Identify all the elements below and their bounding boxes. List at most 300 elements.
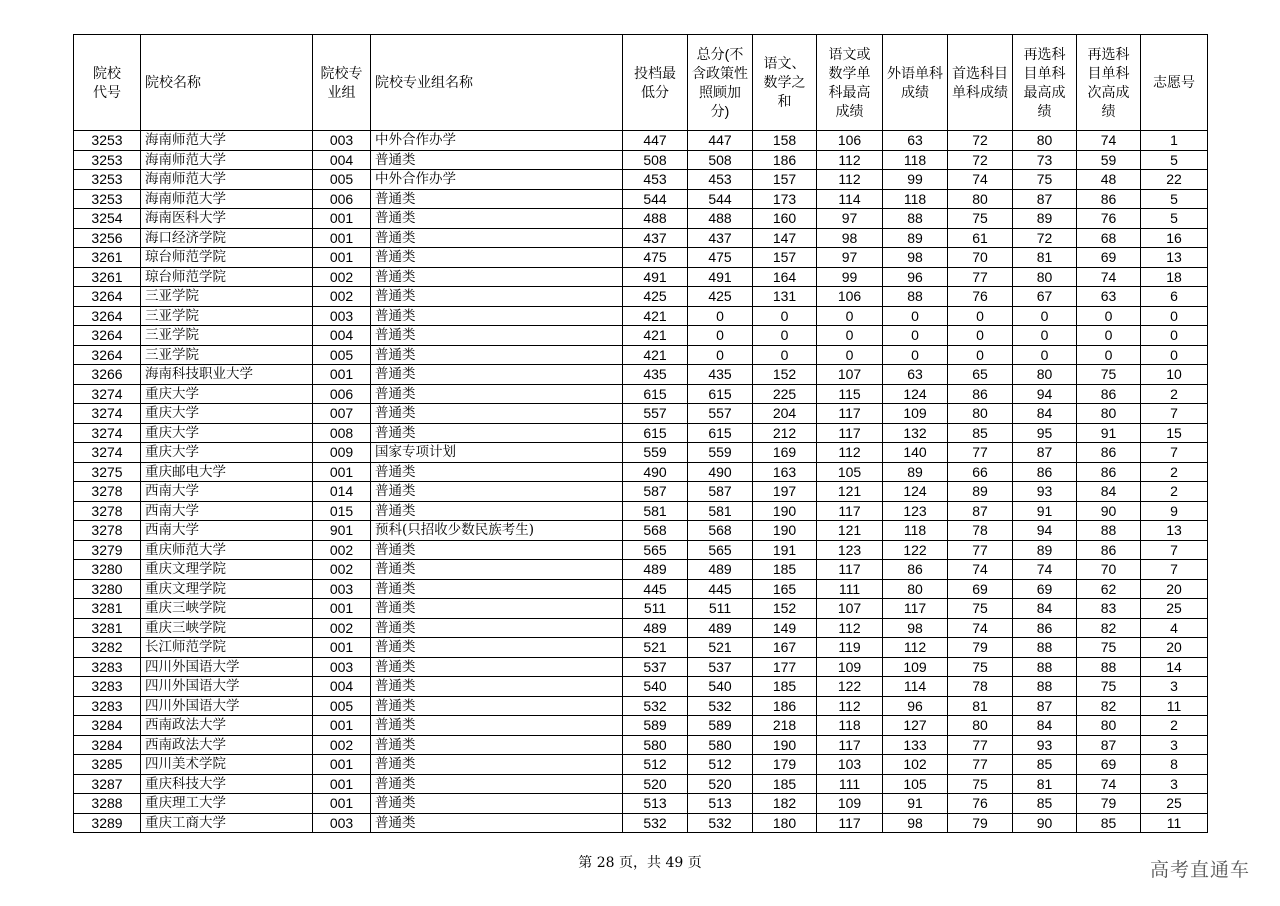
table-row [74,774,1208,794]
cell-chinese-math-sum: 186 [753,150,817,170]
table-row [74,287,1208,307]
cell-total-score: 565 [688,540,753,560]
cell-first-subject: 70 [948,248,1013,268]
cell-school-name: 西南大学 [141,501,313,521]
cell-reselect-max: 81 [1013,774,1077,794]
cell-group-code: 004 [313,677,371,697]
cell-total-score: 475 [688,248,753,268]
cell-foreign-language: 102 [883,755,948,775]
cell-chinese-math-sum: 191 [753,540,817,560]
cell-total-score: 615 [688,384,753,404]
cell-group-name: 普通类 [371,657,623,677]
cell-first-subject: 0 [948,345,1013,365]
table-row [74,345,1208,365]
cell-single-subject-max: 105 [817,462,883,482]
cell-reselect-max: 95 [1013,423,1077,443]
cell-chinese-math-sum: 218 [753,716,817,736]
cell-school-name: 琼台师范学院 [141,267,313,287]
cell-school-name: 西南政法大学 [141,716,313,736]
cell-foreign-language: 89 [883,228,948,248]
cell-total-score: 540 [688,677,753,697]
cell-foreign-language: 109 [883,657,948,677]
cell-choice-number: 2 [1141,716,1208,736]
cell-group-name: 普通类 [371,560,623,580]
cell-group-name: 普通类 [371,423,623,443]
cell-group-name: 普通类 [371,209,623,229]
cell-foreign-language: 114 [883,677,948,697]
cell-choice-number: 25 [1141,599,1208,619]
cell-school-name: 西南大学 [141,521,313,541]
cell-total-score: 532 [688,696,753,716]
cell-reselect-second: 86 [1077,443,1141,463]
cell-group-name: 普通类 [371,306,623,326]
cell-chinese-math-sum: 0 [753,326,817,346]
cell-min-score: 491 [623,267,688,287]
cell-first-subject: 65 [948,365,1013,385]
cell-reselect-second: 74 [1077,267,1141,287]
cell-school-name: 四川美术学院 [141,755,313,775]
cell-reselect-second: 0 [1077,306,1141,326]
cell-school-name: 重庆科技大学 [141,774,313,794]
cell-first-subject: 75 [948,657,1013,677]
cell-single-subject-max: 109 [817,794,883,814]
cell-min-score: 540 [623,677,688,697]
cell-choice-number: 13 [1141,248,1208,268]
cell-first-subject: 78 [948,521,1013,541]
cell-total-score: 615 [688,423,753,443]
cell-chinese-math-sum: 185 [753,560,817,580]
table-body [74,131,1208,833]
cell-first-subject: 76 [948,794,1013,814]
cell-foreign-language: 0 [883,326,948,346]
cell-single-subject-max: 112 [817,150,883,170]
cell-foreign-language: 124 [883,482,948,502]
table-row [74,540,1208,560]
cell-choice-number: 16 [1141,228,1208,248]
cell-group-name: 普通类 [371,287,623,307]
header-school-name: 院校名称 [141,35,313,131]
cell-chinese-math-sum: 190 [753,501,817,521]
cell-min-score: 559 [623,443,688,463]
cell-school-name: 西南大学 [141,482,313,502]
cell-first-subject: 79 [948,638,1013,658]
cell-group-name: 预科(只招收少数民族考生) [371,521,623,541]
cell-first-subject: 77 [948,540,1013,560]
cell-group-name: 普通类 [371,813,623,833]
cell-total-score: 489 [688,560,753,580]
cell-foreign-language: 96 [883,696,948,716]
table-row [74,228,1208,248]
cell-total-score: 537 [688,657,753,677]
cell-first-subject: 0 [948,306,1013,326]
cell-first-subject: 77 [948,443,1013,463]
cell-first-subject: 74 [948,618,1013,638]
cell-reselect-second: 86 [1077,462,1141,482]
cell-school-name: 四川外国语大学 [141,677,313,697]
cell-reselect-second: 79 [1077,794,1141,814]
cell-min-score: 589 [623,716,688,736]
cell-reselect-max: 80 [1013,131,1077,151]
cell-reselect-second: 74 [1077,774,1141,794]
cell-reselect-max: 84 [1013,599,1077,619]
table-header [74,35,1208,131]
cell-school-code: 3283 [74,696,141,716]
cell-school-code: 3253 [74,170,141,190]
cell-school-code: 3289 [74,813,141,833]
cell-group-code: 001 [313,462,371,482]
cell-group-name: 普通类 [371,482,623,502]
cell-foreign-language: 0 [883,345,948,365]
cell-single-subject-max: 118 [817,716,883,736]
cell-min-score: 615 [623,423,688,443]
table-row [74,755,1208,775]
cell-school-name: 海南师范大学 [141,189,313,209]
cell-group-name: 普通类 [371,150,623,170]
cell-group-code: 001 [313,774,371,794]
cell-choice-number: 7 [1141,540,1208,560]
cell-reselect-second: 82 [1077,618,1141,638]
cell-total-score: 520 [688,774,753,794]
table-row [74,696,1208,716]
cell-reselect-second: 82 [1077,696,1141,716]
cell-single-subject-max: 115 [817,384,883,404]
cell-group-code: 006 [313,189,371,209]
cell-chinese-math-sum: 165 [753,579,817,599]
cell-reselect-second: 75 [1077,638,1141,658]
cell-school-name: 琼台师范学院 [141,248,313,268]
cell-school-name: 重庆大学 [141,443,313,463]
cell-total-score: 0 [688,326,753,346]
cell-total-score: 437 [688,228,753,248]
cell-school-code: 3283 [74,657,141,677]
cell-school-name: 三亚学院 [141,345,313,365]
cell-min-score: 544 [623,189,688,209]
cell-total-score: 513 [688,794,753,814]
cell-school-name: 重庆师范大学 [141,540,313,560]
cell-reselect-max: 93 [1013,735,1077,755]
cell-total-score: 491 [688,267,753,287]
cell-chinese-math-sum: 157 [753,248,817,268]
cell-single-subject-max: 117 [817,560,883,580]
cell-single-subject-max: 0 [817,306,883,326]
cell-group-code: 003 [313,131,371,151]
cell-school-code: 3281 [74,618,141,638]
cell-single-subject-max: 117 [817,501,883,521]
cell-foreign-language: 117 [883,599,948,619]
cell-min-score: 490 [623,462,688,482]
cell-school-code: 3285 [74,755,141,775]
cell-choice-number: 11 [1141,813,1208,833]
table-row [74,482,1208,502]
header-single-subject-max: 语文或数学单科最高成绩 [817,35,883,131]
cell-reselect-max: 69 [1013,579,1077,599]
cell-reselect-second: 80 [1077,404,1141,424]
cell-single-subject-max: 97 [817,209,883,229]
cell-chinese-math-sum: 152 [753,599,817,619]
cell-chinese-math-sum: 131 [753,287,817,307]
cell-group-name: 普通类 [371,501,623,521]
cell-reselect-max: 0 [1013,306,1077,326]
cell-min-score: 445 [623,579,688,599]
cell-reselect-second: 63 [1077,287,1141,307]
cell-reselect-second: 90 [1077,501,1141,521]
cell-min-score: 421 [623,326,688,346]
cell-foreign-language: 88 [883,287,948,307]
cell-foreign-language: 88 [883,209,948,229]
cell-reselect-second: 59 [1077,150,1141,170]
cell-min-score: 425 [623,287,688,307]
cell-first-subject: 66 [948,462,1013,482]
cell-foreign-language: 98 [883,813,948,833]
cell-choice-number: 2 [1141,384,1208,404]
table-row [74,131,1208,151]
cell-foreign-language: 140 [883,443,948,463]
cell-reselect-second: 86 [1077,189,1141,209]
cell-min-score: 512 [623,755,688,775]
cell-min-score: 508 [623,150,688,170]
cell-single-subject-max: 114 [817,189,883,209]
cell-chinese-math-sum: 186 [753,696,817,716]
cell-single-subject-max: 121 [817,482,883,502]
cell-group-code: 005 [313,170,371,190]
cell-total-score: 559 [688,443,753,463]
table-row [74,813,1208,833]
cell-group-code: 002 [313,735,371,755]
cell-group-code: 001 [313,365,371,385]
table-row [74,404,1208,424]
cell-group-code: 001 [313,209,371,229]
header-foreign-language: 外语单科成绩 [883,35,948,131]
cell-first-subject: 0 [948,326,1013,346]
cell-first-subject: 81 [948,696,1013,716]
cell-total-score: 580 [688,735,753,755]
cell-foreign-language: 118 [883,521,948,541]
cell-foreign-language: 105 [883,774,948,794]
cell-chinese-math-sum: 179 [753,755,817,775]
cell-school-name: 重庆三峡学院 [141,599,313,619]
cell-group-name: 普通类 [371,677,623,697]
cell-choice-number: 20 [1141,579,1208,599]
cell-single-subject-max: 0 [817,326,883,346]
cell-reselect-second: 91 [1077,423,1141,443]
page-footer: 第 28 页，共 49 页 [578,855,702,871]
cell-choice-number: 22 [1141,170,1208,190]
cell-group-name: 中外合作办学 [371,170,623,190]
cell-reselect-max: 85 [1013,794,1077,814]
cell-group-code: 003 [313,306,371,326]
cell-first-subject: 79 [948,813,1013,833]
table-row [74,677,1208,697]
table-row [74,521,1208,541]
cell-school-code: 3254 [74,209,141,229]
cell-group-name: 普通类 [371,774,623,794]
table-row [74,189,1208,209]
header-school-code: 院校代号 [74,35,141,131]
cell-school-name: 海口经济学院 [141,228,313,248]
cell-chinese-math-sum: 182 [753,794,817,814]
cell-reselect-max: 87 [1013,443,1077,463]
cell-reselect-max: 80 [1013,365,1077,385]
cell-reselect-max: 73 [1013,150,1077,170]
cell-group-name: 普通类 [371,462,623,482]
cell-first-subject: 77 [948,755,1013,775]
cell-chinese-math-sum: 160 [753,209,817,229]
cell-min-score: 489 [623,618,688,638]
cell-chinese-math-sum: 173 [753,189,817,209]
cell-foreign-language: 80 [883,579,948,599]
cell-foreign-language: 63 [883,131,948,151]
cell-total-score: 544 [688,189,753,209]
cell-reselect-max: 81 [1013,248,1077,268]
cell-total-score: 581 [688,501,753,521]
cell-choice-number: 0 [1141,306,1208,326]
cell-total-score: 568 [688,521,753,541]
cell-group-name: 普通类 [371,696,623,716]
cell-chinese-math-sum: 167 [753,638,817,658]
cell-school-code: 3264 [74,306,141,326]
table-row [74,657,1208,677]
cell-reselect-max: 87 [1013,189,1077,209]
cell-choice-number: 11 [1141,696,1208,716]
cell-reselect-max: 74 [1013,560,1077,580]
cell-foreign-language: 91 [883,794,948,814]
cell-chinese-math-sum: 204 [753,404,817,424]
cell-group-code: 003 [313,657,371,677]
cell-total-score: 512 [688,755,753,775]
cell-school-name: 重庆理工大学 [141,794,313,814]
cell-chinese-math-sum: 147 [753,228,817,248]
cell-school-code: 3284 [74,735,141,755]
cell-school-code: 3281 [74,599,141,619]
cell-total-score: 557 [688,404,753,424]
cell-choice-number: 4 [1141,618,1208,638]
cell-foreign-language: 99 [883,170,948,190]
table-row [74,560,1208,580]
cell-total-score: 587 [688,482,753,502]
cell-single-subject-max: 112 [817,170,883,190]
cell-first-subject: 72 [948,131,1013,151]
cell-school-code: 3264 [74,287,141,307]
cell-school-code: 3283 [74,677,141,697]
cell-school-code: 3256 [74,228,141,248]
cell-school-code: 3279 [74,540,141,560]
cell-chinese-math-sum: 164 [753,267,817,287]
cell-min-score: 447 [623,131,688,151]
cell-total-score: 589 [688,716,753,736]
cell-single-subject-max: 97 [817,248,883,268]
cell-group-code: 001 [313,248,371,268]
cell-foreign-language: 63 [883,365,948,385]
cell-group-name: 普通类 [371,638,623,658]
cell-first-subject: 85 [948,423,1013,443]
cell-min-score: 421 [623,345,688,365]
cell-choice-number: 7 [1141,560,1208,580]
cell-foreign-language: 109 [883,404,948,424]
cell-single-subject-max: 119 [817,638,883,658]
cell-foreign-language: 0 [883,306,948,326]
cell-school-name: 重庆大学 [141,404,313,424]
cell-min-score: 580 [623,735,688,755]
cell-single-subject-max: 111 [817,774,883,794]
cell-reselect-max: 0 [1013,345,1077,365]
cell-choice-number: 8 [1141,755,1208,775]
cell-min-score: 520 [623,774,688,794]
cell-group-name: 普通类 [371,384,623,404]
cell-chinese-math-sum: 0 [753,345,817,365]
cell-group-name: 普通类 [371,248,623,268]
cell-chinese-math-sum: 157 [753,170,817,190]
cell-first-subject: 75 [948,774,1013,794]
header-reselect-second: 再选科目单科次高成绩 [1077,35,1141,131]
cell-single-subject-max: 103 [817,755,883,775]
cell-reselect-second: 68 [1077,228,1141,248]
cell-reselect-max: 91 [1013,501,1077,521]
cell-total-score: 453 [688,170,753,190]
cell-school-name: 重庆大学 [141,384,313,404]
cell-reselect-max: 94 [1013,521,1077,541]
cell-chinese-math-sum: 185 [753,774,817,794]
cell-school-code: 3278 [74,482,141,502]
cell-reselect-max: 90 [1013,813,1077,833]
cell-reselect-second: 86 [1077,540,1141,560]
cell-choice-number: 0 [1141,345,1208,365]
cell-group-name: 普通类 [371,365,623,385]
cell-school-code: 3264 [74,326,141,346]
cell-single-subject-max: 109 [817,657,883,677]
cell-group-code: 001 [313,716,371,736]
cell-school-code: 3282 [74,638,141,658]
cell-school-code: 3261 [74,267,141,287]
table-row [74,267,1208,287]
cell-choice-number: 1 [1141,131,1208,151]
cell-reselect-second: 87 [1077,735,1141,755]
cell-total-score: 0 [688,306,753,326]
cell-reselect-second: 75 [1077,365,1141,385]
cell-chinese-math-sum: 180 [753,813,817,833]
cell-group-code: 005 [313,696,371,716]
cell-foreign-language: 123 [883,501,948,521]
cell-single-subject-max: 117 [817,813,883,833]
cell-choice-number: 9 [1141,501,1208,521]
cell-min-score: 532 [623,813,688,833]
cell-choice-number: 6 [1141,287,1208,307]
cell-school-code: 3275 [74,462,141,482]
cell-first-subject: 78 [948,677,1013,697]
table-row [74,716,1208,736]
cell-group-name: 普通类 [371,618,623,638]
cell-group-name: 普通类 [371,267,623,287]
header-reselect-max: 再选科目单科最高成绩 [1013,35,1077,131]
cell-group-name: 普通类 [371,345,623,365]
cell-foreign-language: 124 [883,384,948,404]
cell-single-subject-max: 117 [817,423,883,443]
cell-group-name: 普通类 [371,228,623,248]
cell-min-score: 488 [623,209,688,229]
cell-choice-number: 5 [1141,189,1208,209]
cell-choice-number: 20 [1141,638,1208,658]
cell-foreign-language: 96 [883,267,948,287]
cell-choice-number: 2 [1141,462,1208,482]
cell-reselect-second: 86 [1077,384,1141,404]
cell-reselect-max: 88 [1013,657,1077,677]
cell-reselect-second: 74 [1077,131,1141,151]
cell-choice-number: 3 [1141,774,1208,794]
cell-reselect-max: 84 [1013,404,1077,424]
header-group-name: 院校专业组名称 [371,35,623,131]
cell-reselect-second: 83 [1077,599,1141,619]
cell-group-name: 普通类 [371,189,623,209]
cell-min-score: 437 [623,228,688,248]
